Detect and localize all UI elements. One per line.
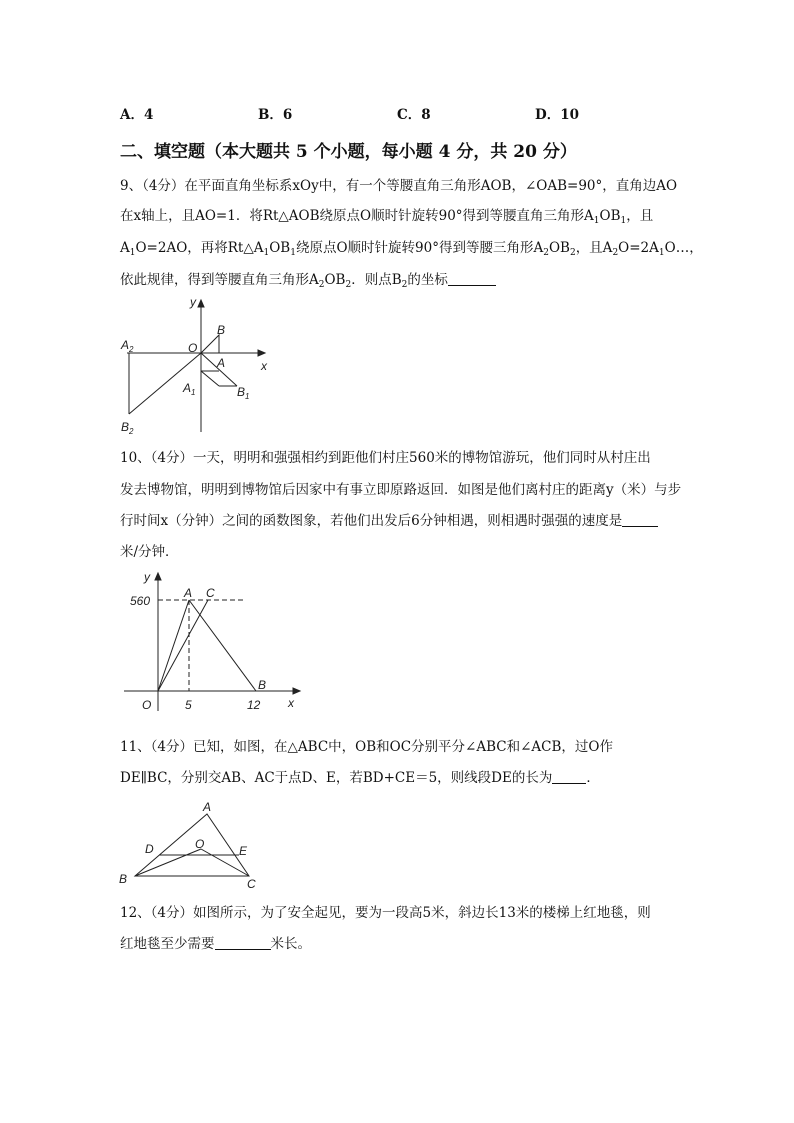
q9-segment-a1b1-join — [201, 371, 219, 386]
q10-label-c: C — [206, 586, 215, 600]
q9-label-a1: $A_1$ — [183, 381, 196, 397]
q11-line2: DE∥BC，分别交AB、AC于点D、E，若BD+CE＝5，则线段DE的长为 ． — [120, 770, 600, 786]
q9-line2: 在x轴上，且AO=1．将Rt△AOB绕原点O顺时针旋转90°得到等腰直角三角形$A_1OB_1$，且 — [120, 208, 654, 226]
q10-label-5: 5 — [185, 698, 192, 712]
q9-label-b1: $B_1$ — [237, 385, 250, 401]
q9-x-arrow — [258, 350, 265, 356]
q9-answer-blank[interactable] — [448, 273, 496, 286]
q9-triangle-aob — [201, 335, 219, 353]
choice-d: D．10 — [535, 107, 579, 123]
q11-label-c: C — [247, 877, 256, 890]
q11-figure — [115, 798, 265, 890]
q10-line4: 米/分钟． — [120, 544, 179, 560]
q12-line2: 红地毯至少需要 米长。 — [120, 936, 311, 952]
q11-answer-blank[interactable] — [552, 771, 586, 784]
q10-line2: 发去博物馆，明明到博物馆后因家中有事立即原路返回．如图是他们离村庄的距离y（米）与步 — [120, 482, 682, 498]
q11-label-o: O — [195, 837, 205, 851]
q10-label-x: x — [288, 696, 294, 710]
q12-line1: 12、（4分）如图所示，为了安全起见，要为一段高5米，斜边长13米的楼梯上红地毯，则 — [120, 905, 651, 921]
section-heading: 二、填空题（本大题共 5 个小题，每小题 4 分，共 20 分） — [120, 142, 577, 162]
q9-label-a: A — [217, 356, 226, 370]
q10-label-o: O — [142, 698, 152, 712]
q10-label-12: 12 — [247, 698, 261, 712]
q10-line3: 行时间x（分钟）之间的函数图象，若他们出发后6分钟相遇，则相遇时强强的速度是 — [120, 512, 658, 530]
q10-line-ab — [189, 600, 256, 691]
choice-c: C．8 — [397, 107, 431, 123]
q11-label-b: B — [119, 872, 128, 886]
q9-label-o: O — [188, 341, 198, 355]
q11-line1: 11、（4分）已知，如图，在△ABC中，OB和OC分别平分∠ABC和∠ACB，过O作 — [120, 739, 613, 755]
q10-label-b: B — [258, 678, 267, 692]
q10-label-560: 560 — [130, 594, 151, 608]
q10-line-oc — [158, 600, 208, 691]
q10-figure — [120, 565, 310, 717]
q9-figure — [115, 292, 275, 440]
q9-label-a2: $A_2$ — [121, 338, 134, 354]
q9-line4: 依此规律，得到等腰直角三角形$A_2OB_2$．则点$B_2$的坐标 — [120, 271, 496, 294]
q10-line1: 10、（4分）一天，明明和强强相约到距他们村庄560米的博物馆游玩，他们同时从村庄出 — [120, 450, 651, 466]
choice-a: A．4 — [120, 107, 154, 123]
q11-label-a: A — [203, 800, 212, 814]
q10-label-y: y — [144, 570, 150, 584]
q10-y-arrow — [155, 573, 161, 580]
q12-answer-blank[interactable] — [215, 937, 271, 950]
q10-answer-blank[interactable] — [622, 514, 658, 527]
q10-label-a: A — [184, 586, 193, 600]
q9-label-b: B — [217, 323, 226, 337]
q10-line-oa — [158, 600, 189, 691]
q11-label-e: E — [239, 844, 248, 858]
q9-y-arrow — [198, 300, 204, 307]
q9-line3: $A_1O=2AO$，再将$Rt\triangle A_1OB_1$绕原点O顺时针旋转90°得到等腰三角形$A_2OB_2$，且$A_2O=2A_1O\dots$， — [120, 240, 703, 258]
q9-label-y: y — [190, 295, 196, 309]
choice-b: B．6 — [258, 107, 293, 123]
q9-label-b2: $B_2$ — [121, 420, 134, 436]
q9-line1: 9、（4分）在平面直角坐标系xOy中，有一个等腰直角三角形AOB，∠OAB=90°，直角边AO — [120, 178, 678, 194]
q10-x-arrow — [293, 688, 300, 694]
q9-label-x: x — [261, 359, 267, 373]
q11-label-d: D — [145, 842, 154, 856]
